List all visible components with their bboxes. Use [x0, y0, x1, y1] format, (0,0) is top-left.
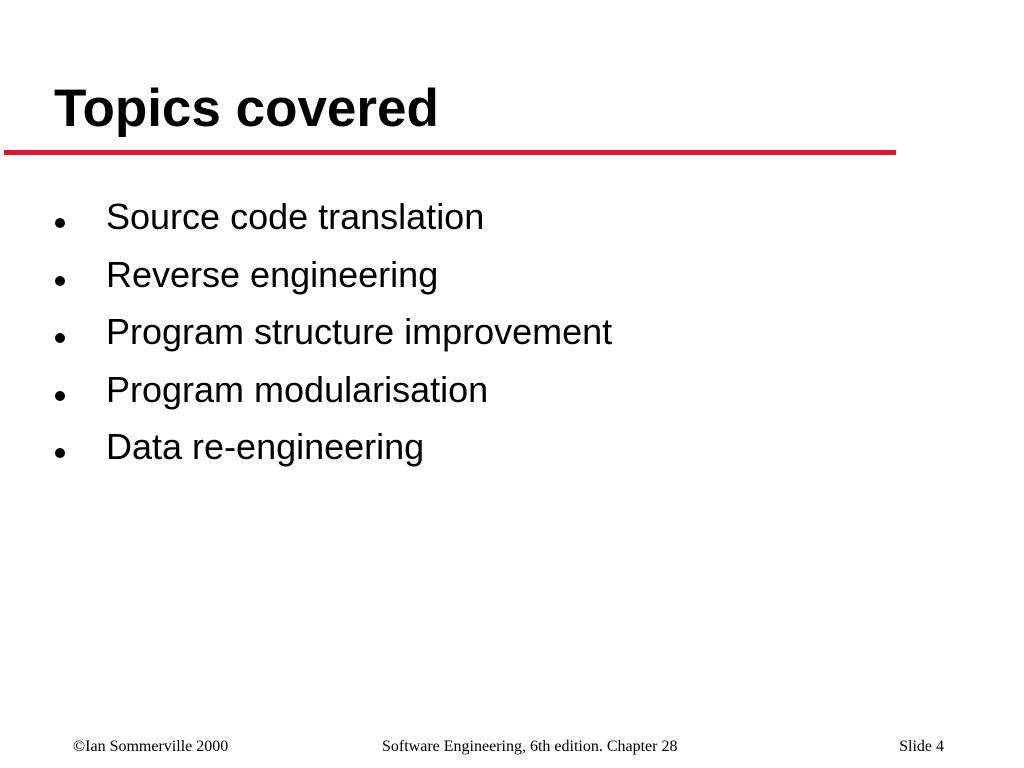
bullet-dot-icon: [55, 391, 65, 401]
title-underline: [4, 150, 896, 155]
bullet-text: Program modularisation: [106, 368, 489, 410]
footer-copyright: ©Ian Sommerville 2000: [73, 738, 229, 755]
bullet-text: Source code translation: [106, 196, 485, 237]
slide-title: Topics covered: [54, 79, 439, 138]
footer-book-title: Software Engineering, 6th edition. Chapter 28: [382, 738, 678, 755]
bullet-text: Reverse engineering: [106, 253, 439, 295]
bullet-dot-icon: [55, 448, 65, 458]
footer-slide-number: Slide 4: [899, 738, 944, 755]
bullet-dot-icon: [55, 276, 65, 286]
bullet-dot-icon: [55, 333, 65, 343]
bullet-text: Data re-engineering: [106, 426, 425, 467]
bullet-dot-icon: [55, 218, 65, 228]
bullet-text: Program structure improvement: [106, 311, 613, 352]
